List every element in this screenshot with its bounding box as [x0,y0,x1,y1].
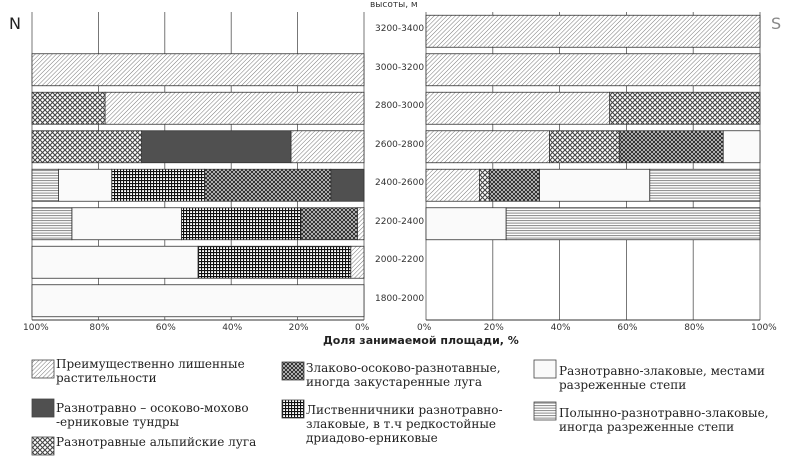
legend-label-alpine: Разнотравные альпийские луга [56,435,257,449]
bar-segment-barren [357,208,364,240]
bar-segment-wormwood [32,208,72,240]
x-tick-label: 40% [550,323,571,333]
altitude-label: 2200-2400 [375,216,425,227]
bar-segment-meadow [205,169,331,201]
legend-swatch-tundra [32,399,54,417]
x-tick-label: 100% [23,323,49,333]
bar-segment-alpine [479,169,489,201]
x-tick-label: 80% [684,323,705,333]
x-tick-label: 0% [417,323,432,333]
bar-segment-larch [198,246,351,278]
legend-label-wormwood: Полынно-разнотравно-злаковые, иногда разреженные степи [559,406,769,434]
bar-segment-barren [426,169,479,201]
bar-segment-barren [291,131,364,163]
y-axis-title: высоты, м [370,0,418,10]
x-tick-label: 0% [355,323,370,333]
bar-segment-barren [105,92,364,124]
bar-segment-steppe [59,169,112,201]
x-tick-label: 100% [751,323,777,333]
bar-segment-wormwood [506,208,760,240]
legend-label-barren: Преимущественно лишенные растительности [56,357,245,385]
bar-segment-barren [426,15,760,47]
legend-swatch-wormwood [534,402,556,420]
altitude-label: 2400-2600 [375,178,425,189]
panel-label-north: N [9,14,21,33]
altitude-label: 3200-3400 [375,24,425,35]
x-tick-label: 20% [483,323,504,333]
bar-segment-steppe [426,208,506,240]
altitude-label: 2800-3000 [375,101,425,112]
bar-segment-wormwood [32,169,59,201]
legend-swatch-steppe [534,360,556,378]
bar-segment-barren [32,54,364,86]
x-axis-title: Доля занимаемой площади, % [323,334,519,347]
legend-swatch-meadow [282,362,304,380]
bar-segment-meadow [620,131,724,163]
bar-segment-alpine [32,92,105,124]
legend-swatch-alpine [32,437,54,455]
altitude-label: 3000-3200 [375,62,425,73]
bar-segment-barren [426,92,610,124]
bar-segment-barren [426,131,550,163]
x-tick-label: 20% [288,323,309,333]
legend-label-steppe: Разнотравно-злаковые, местами разреженные степи [559,364,765,392]
bar-segment-barren [426,54,760,86]
north-panel [32,12,364,320]
bar-segment-wormwood [650,169,760,201]
altitude-label: 2600-2800 [375,139,425,150]
bar-segment-alpine [550,131,620,163]
legend-swatch-larch [282,400,304,418]
x-tick-label: 80% [89,323,110,333]
panel-label-south: S [771,14,782,33]
bar-segment-steppe [32,246,198,278]
x-tick-label: 60% [155,323,176,333]
x-tick-label: 40% [222,323,243,333]
bar-segment-tundra [331,169,364,201]
bar-segment-meadow [489,169,539,201]
legend-label-larch: Лиственничники разнотравно- злаковые, в т.ч редкостойные дриадово-ерниковые [306,403,503,445]
south-panel [426,12,760,320]
legend-label-meadow: Злаково-осоково-разнотавные, иногда закустаренные луга [306,361,501,389]
bar-segment-tundra [142,131,291,163]
bar-segment-barren [351,246,364,278]
bar-segment-steppe [723,131,760,163]
bar-segment-meadow [301,208,357,240]
legend-label-tundra: Разнотравно – осоково-мохово -ерниковые тундры [56,401,249,429]
bar-segment-steppe [32,285,364,317]
bar-segment-alpine [610,92,760,124]
bar-segment-larch [181,208,301,240]
bar-segment-alpine [32,131,142,163]
altitude-label: 2000-2200 [375,255,425,266]
legend-swatch-barren [32,360,54,378]
bar-segment-steppe [72,208,182,240]
x-tick-label: 60% [617,323,638,333]
bar-segment-steppe [540,169,650,201]
bar-segment-larch [112,169,205,201]
altitude-label: 1800-2000 [375,293,425,304]
